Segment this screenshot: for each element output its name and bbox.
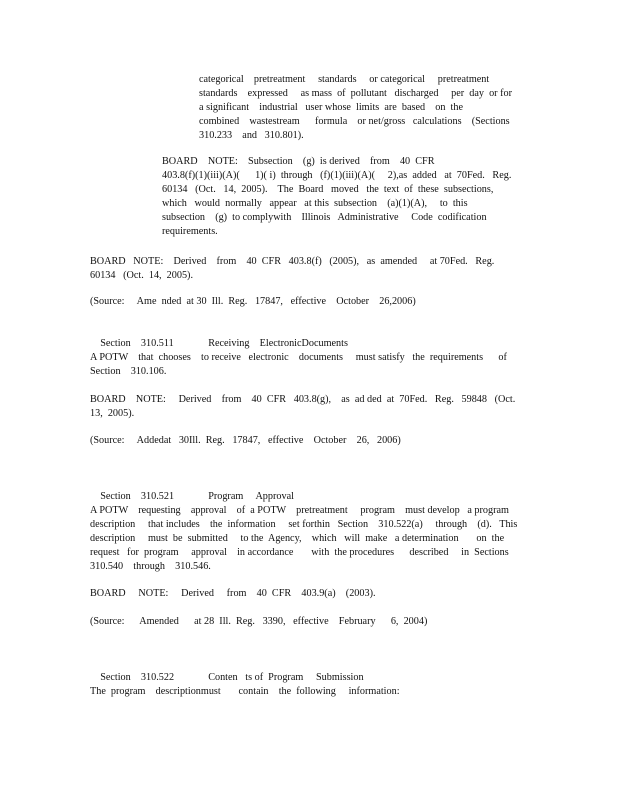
continued-paragraph: categorical pretreatment standards or categorical pretreatment standards expressed as mass of pollutant discharged per day or for a significant industrial user whose limits are based on the combined wastestream formula or net/gross calculations (Sections 310.233 and 310.801).: [199, 74, 513, 141]
source-note: (Source: Amended at 28 Ill. Reg. 3390, effective February 6, 2004): [90, 616, 428, 627]
section-number: Section 310.521: [100, 491, 175, 502]
board-note-403-8-f: BOARD NOTE: Derived from 40 CFR 403.8(f) (2005), as amended at 70Fed. Reg. 60134 (Oct. 14, 2005).: [90, 256, 495, 281]
section-310-511-text: A POTW that chooses to receive electronic documents must satisfy the requirements of Section 310.106.: [90, 352, 507, 377]
board-note-403-8-g: BOARD NOTE: Derived from 40 CFR 403.8(g), as ad ded at 70Fed. Reg. 59848 (Oct. 13, 2005).: [90, 394, 516, 419]
section-number: Section 310.522: [100, 672, 175, 683]
section-number: Section 310.511: [100, 338, 174, 349]
section-310-521-text: A POTW requesting approval of a POTW pretreatment program must develop a program description that includes the information set forthin Section 310.522(a) through (d). This description must be submitted to the Agency, which will make a determination on the request for program approval in accordance with the procedures described in Sections 310.540 through 310.546.: [90, 505, 518, 572]
board-note-subsection-g: BOARD NOTE: Subsection (g) is derived from 40 CFR 403.8(f)(1)(iii)(A)( 1)( i) through (f)(1)(iii)(A)( 2),as added at 70Fed. Reg. 60134 (Oct. 14, 2005). The Board moved the text of these subsections, which would normally appear at this subsection (a)(1)(A), to this subsection (g) to complywith Illinois Administrative Code codification requirements.: [162, 156, 512, 237]
section-title: Conten ts of Program Submission: [208, 672, 364, 683]
source-note: (Source: Addedat 30Ill. Reg. 17847, effective October 26, 2006): [90, 435, 401, 446]
section-title: Receiving ElectronicDocuments: [208, 338, 348, 349]
section-title: Program Approval: [208, 491, 294, 502]
section-310-522-text: The program descriptionmust contain the following information:: [90, 686, 400, 697]
board-note-403-9-a: BOARD NOTE: Derived from 40 CFR 403.9(a) (2003).: [90, 588, 376, 599]
source-note: (Source: Ame nded at 30 Ill. Reg. 17847, effective October 26,2006): [90, 296, 416, 307]
